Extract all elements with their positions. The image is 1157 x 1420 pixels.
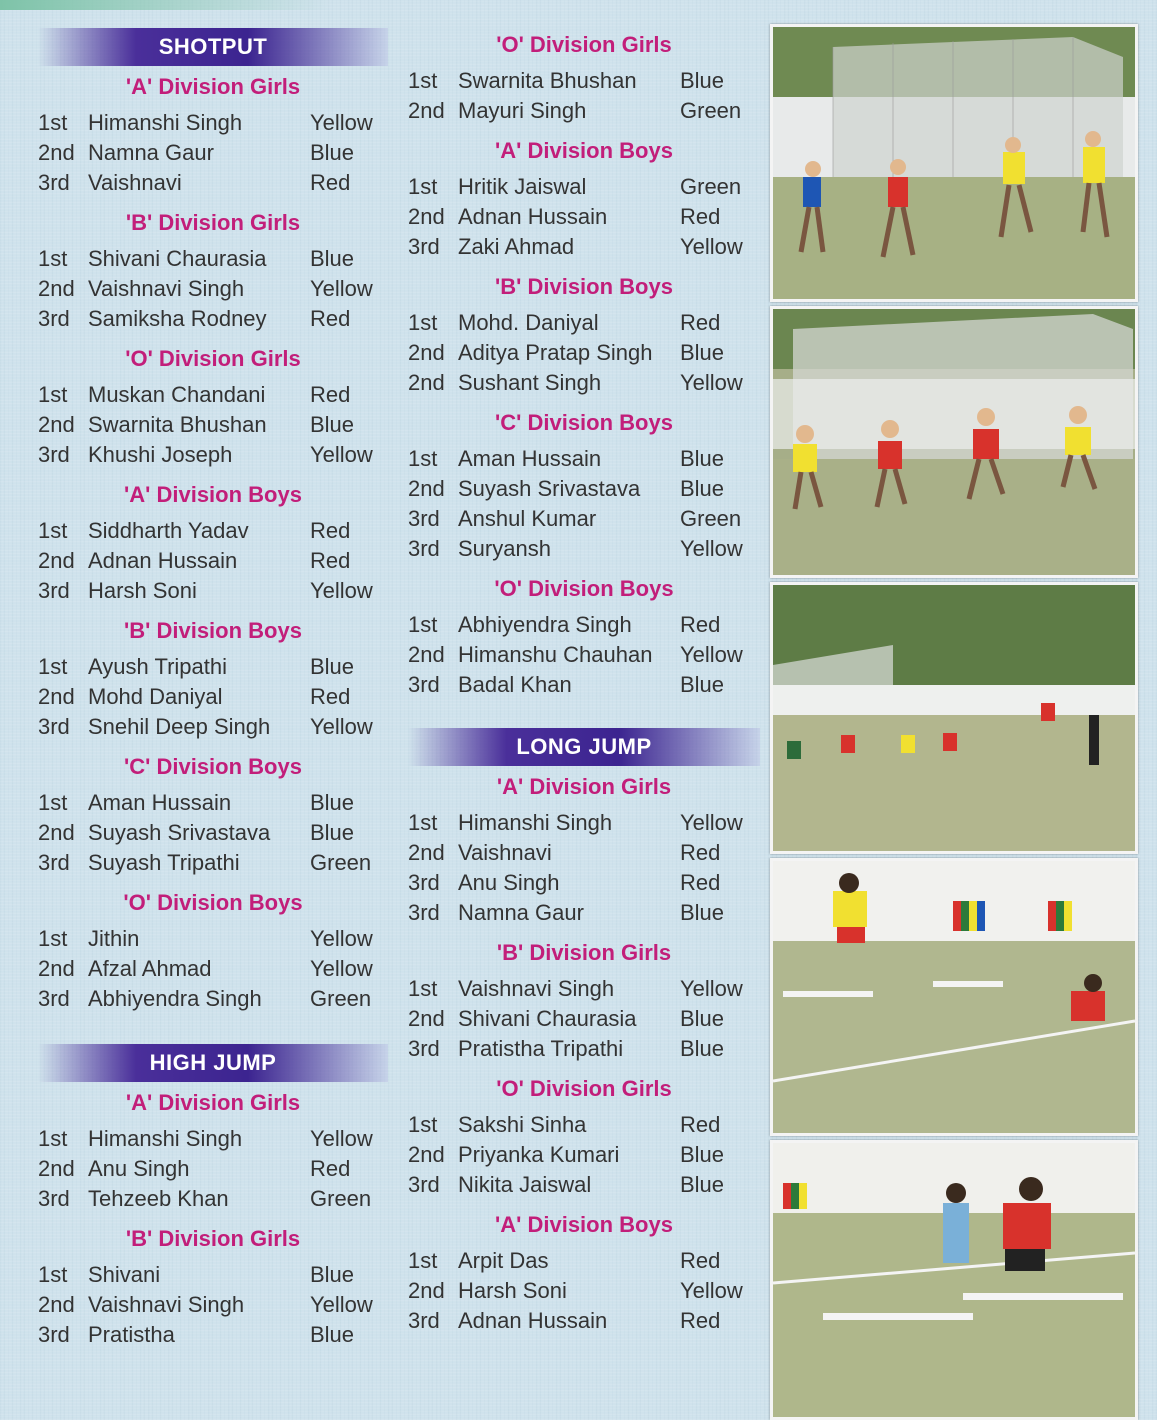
result-row [408,610,760,640]
result-row [408,1170,760,1200]
house-name: Blue [680,1036,725,1061]
athlete-name: Sushant Singh [458,370,602,395]
position-label: 3rd [38,714,70,739]
athlete-name: Aman Hussain [458,446,602,471]
position-label: 2nd [408,370,445,395]
athlete-name: Himanshu Chauhan [458,642,653,667]
position-label: 2nd [38,548,75,573]
house-name: Red [310,1156,351,1181]
position-label: 3rd [408,672,440,697]
athlete-name: Priyanka Kumari [458,1142,620,1167]
house-name: Yellow [680,536,743,561]
athlete-name: Mayuri Singh [458,98,587,123]
result-row [38,924,388,954]
result-row [38,108,388,138]
athlete-name: Samiksha Rodney [88,306,267,331]
house-name: Yellow [680,1278,743,1303]
athlete-name: Zaki Ahmad [458,234,575,259]
position-label: 1st [38,110,68,135]
house-name: Red [680,840,721,865]
position-label: 3rd [408,1036,440,1061]
house-name: Blue [310,1322,355,1347]
athlete-name: Adnan Hussain [458,1308,608,1333]
house-name: Blue [680,340,725,365]
result-row [408,308,760,338]
house-name: Yellow [680,810,743,835]
result-row [408,202,760,232]
result-row [408,534,760,564]
result-row [408,670,760,700]
spacer [38,878,388,886]
division-heading: 'A' Division Boys [495,138,673,163]
result-row [408,1110,760,1140]
division-heading: 'A' Division Girls [125,74,301,99]
position-label: 3rd [408,870,440,895]
position-label: 2nd [38,276,75,301]
house-name: Blue [310,1262,355,1287]
position-label: 3rd [38,986,70,1011]
event-banner: LONG JUMP [408,728,760,766]
division-heading: 'A' Division Girls [125,1090,301,1115]
result-row [408,1306,760,1336]
result-row [408,838,760,868]
position-label: 2nd [38,412,75,437]
result-row [408,1246,760,1276]
athlete-name: Pratistha Tripathi [458,1036,624,1061]
spacer [38,606,388,614]
athlete-name: Adnan Hussain [458,204,608,229]
result-row [408,974,760,1004]
athlete-name: Shivani Chaurasia [88,246,267,271]
result-row [408,1276,760,1306]
result-row [38,848,388,878]
division-heading: 'B' Division Girls [125,1226,301,1251]
results-column-left [38,28,388,1358]
position-label: 2nd [408,98,445,123]
athlete-name: Snehil Deep Singh [88,714,271,739]
position-label: 1st [38,1262,68,1287]
house-name: Red [680,204,721,229]
position-label: 2nd [408,1142,445,1167]
position-label: 1st [38,654,68,679]
house-name: Yellow [680,976,743,1001]
athlete-name: Abhiyendra Singh [458,612,632,637]
result-row [408,474,760,504]
division-heading: 'B' Division Girls [125,210,301,235]
result-row [38,1184,388,1214]
house-name: Green [310,850,372,875]
position-label: 3rd [38,442,70,467]
spacer [38,198,388,206]
athlete-name: Nikita Jaiswal [458,1172,592,1197]
sprint-girls-photo [770,24,1138,302]
position-label: 1st [408,446,438,471]
athlete-name: Mohd. Daniyal [458,310,599,335]
result-row [38,440,388,470]
house-name: Red [680,310,721,335]
result-row [38,380,388,410]
house-name: Green [310,986,372,1011]
top-accent-strip [0,0,330,10]
result-row [408,504,760,534]
result-row [38,984,388,1014]
house-name: Yellow [310,926,373,951]
event-banner: SHOTPUT [38,28,388,66]
house-name: Blue [310,654,355,679]
athlete-name: Siddharth Yadav [88,518,249,543]
result-row [38,788,388,818]
house-name: Red [310,518,351,543]
house-name: Red [310,170,351,195]
division-heading: 'O' Division Boys [494,576,674,601]
position-label: 2nd [408,840,445,865]
position-label: 1st [408,1112,438,1137]
athlete-name: Swarnita Bhushan [88,412,267,437]
result-row [38,712,388,742]
result-row [38,1154,388,1184]
house-name: Yellow [680,370,743,395]
athlete-name: Himanshi Singh [88,1126,243,1151]
house-name: Yellow [310,1292,373,1317]
house-name: Green [680,98,742,123]
athlete-name: Pratistha [88,1322,175,1347]
division-heading: 'A' Division Boys [124,482,302,507]
house-name: Blue [310,790,355,815]
spacer [38,742,388,750]
position-label: 3rd [408,506,440,531]
result-row [38,818,388,848]
position-label: 1st [38,790,68,815]
position-label: 3rd [408,900,440,925]
house-name: Yellow [310,1126,373,1151]
result-row [408,338,760,368]
spacer [38,334,388,342]
position-label: 2nd [38,956,75,981]
house-name: Blue [680,900,725,925]
sprint-boys-photo [770,306,1138,578]
result-row [38,546,388,576]
position-label: 1st [38,382,68,407]
position-label: 1st [408,68,438,93]
position-label: 2nd [408,476,445,501]
athlete-name: Swarnita Bhushan [458,68,637,93]
result-row [38,652,388,682]
division-heading: 'O' Division Girls [496,1076,672,1101]
spacer [38,1022,388,1044]
position-label: 1st [408,612,438,637]
result-row [408,898,760,928]
house-name: Blue [310,140,355,165]
athlete-name: Vaishnavi Singh [458,976,615,1001]
position-label: 3rd [408,234,440,259]
spacer [38,470,388,478]
athlete-name: Suyash Srivastava [458,476,641,501]
division-heading: 'O' Division Girls [496,32,672,57]
athlete-name: Vaishnavi Singh [88,276,245,301]
athlete-name: Anu Singh [458,870,560,895]
position-label: 1st [38,1126,68,1151]
result-row [408,1004,760,1034]
house-name: Yellow [680,642,743,667]
house-name: Blue [310,246,355,271]
house-name: Blue [680,68,725,93]
athlete-name: Aditya Pratap Singh [458,340,653,365]
athlete-name: Anshul Kumar [458,506,597,531]
athlete-name: Arpit Das [458,1248,549,1273]
house-name: Red [680,1248,721,1273]
house-name: Green [680,506,742,531]
house-name: Blue [680,1006,725,1031]
result-row [408,444,760,474]
house-name: Blue [680,1142,725,1167]
position-label: 1st [38,926,68,951]
result-row [38,138,388,168]
position-label: 1st [38,518,68,543]
position-label: 3rd [408,536,440,561]
results-column-middle [408,28,760,1344]
house-name: Yellow [680,234,743,259]
athlete-name: Harsh Soni [88,578,197,603]
position-label: 3rd [408,1308,440,1333]
house-name: Red [680,1112,721,1137]
athlete-name: Jithin [88,926,140,951]
spacer [408,708,760,728]
house-name: Green [680,174,742,199]
position-label: 2nd [408,1006,445,1031]
hurdles-boys-photo [770,858,1138,1136]
result-row [408,96,760,126]
house-name: Blue [680,1172,725,1197]
position-label: 1st [38,246,68,271]
position-label: 2nd [408,642,445,667]
house-name: Yellow [310,110,373,135]
spacer [408,262,760,270]
house-name: Red [310,548,351,573]
result-row [38,1290,388,1320]
result-row [38,1124,388,1154]
division-heading: 'B' Division Boys [495,274,673,299]
position-label: 3rd [408,1172,440,1197]
hurdles-girl-photo [770,1140,1138,1420]
division-heading: 'C' Division Boys [495,410,673,435]
result-row [408,232,760,262]
position-label: 2nd [38,820,75,845]
position-label: 1st [408,810,438,835]
athlete-name: Ayush Tripathi [88,654,228,679]
position-label: 1st [408,310,438,335]
result-row [38,274,388,304]
athlete-name: Namna Gaur [88,140,214,165]
house-name: Red [310,382,351,407]
spacer [408,700,760,708]
athlete-name: Abhiyendra Singh [88,986,262,1011]
result-row [408,1140,760,1170]
house-name: Red [310,306,351,331]
athlete-name: Vaishnavi [458,840,552,865]
position-label: 2nd [38,1156,75,1181]
position-label: 1st [408,976,438,1001]
athlete-name: Mohd Daniyal [88,684,223,709]
athlete-name: Sakshi Sinha [458,1112,587,1137]
athlete-name: Harsh Soni [458,1278,567,1303]
position-label: 3rd [38,306,70,331]
spacer [38,1214,388,1222]
house-name: Red [680,1308,721,1333]
athlete-name: Hritik Jaiswal [458,174,587,199]
position-label: 2nd [408,340,445,365]
house-name: Blue [310,820,355,845]
position-label: 2nd [408,1278,445,1303]
house-name: Yellow [310,956,373,981]
result-row [38,410,388,440]
result-row [38,1260,388,1290]
athlete-name: Suryansh [458,536,551,561]
result-row [408,640,760,670]
position-label: 3rd [38,578,70,603]
result-row [408,172,760,202]
spacer [38,1014,388,1022]
division-heading: 'B' Division Girls [496,940,672,965]
position-label: 3rd [38,170,70,195]
position-label: 2nd [38,140,75,165]
position-label: 2nd [38,1292,75,1317]
position-label: 1st [408,1248,438,1273]
result-row [408,66,760,96]
spacer [408,1064,760,1072]
athlete-name: Aman Hussain [88,790,232,815]
position-label: 3rd [38,850,70,875]
result-row [38,168,388,198]
athlete-name: Vaishnavi [88,170,182,195]
athlete-name: Muskan Chandani [88,382,266,407]
athlete-name: Suyash Tripathi [88,850,240,875]
result-row [408,868,760,898]
athlete-name: Anu Singh [88,1156,190,1181]
position-label: 2nd [38,684,75,709]
athlete-name: Namna Gaur [458,900,584,925]
division-heading: 'B' Division Boys [124,618,302,643]
house-name: Yellow [310,442,373,467]
house-name: Red [680,870,721,895]
division-heading: 'A' Division Girls [496,774,672,799]
spacer [38,1350,388,1358]
house-name: Red [680,612,721,637]
house-name: Green [310,1186,372,1211]
division-heading: 'O' Division Girls [125,346,301,371]
house-name: Blue [680,672,725,697]
result-row [408,1034,760,1064]
spacer [408,398,760,406]
result-row [38,304,388,334]
spacer [408,126,760,134]
spacer [408,564,760,572]
position-label: 1st [408,174,438,199]
house-name: Blue [680,446,725,471]
event-banner: HIGH JUMP [38,1044,388,1082]
house-name: Yellow [310,578,373,603]
result-row [38,516,388,546]
athlete-name: Shivani [88,1262,161,1287]
athlete-name: Badal Khan [458,672,572,697]
position-label: 3rd [38,1322,70,1347]
house-name: Blue [680,476,725,501]
division-heading: 'C' Division Boys [124,754,302,779]
result-row [38,1320,388,1350]
result-row [38,244,388,274]
athlete-name: Shivani Chaurasia [458,1006,637,1031]
house-name: Yellow [310,276,373,301]
athlete-name: Himanshi Singh [458,810,613,835]
athlete-name: Adnan Hussain [88,548,238,573]
athlete-name: Afzal Ahmad [88,956,212,981]
house-name: Blue [310,412,355,437]
spacer [408,928,760,936]
athlete-name: Khushi Joseph [88,442,233,467]
athlete-name: Suyash Srivastava [88,820,271,845]
athlete-name: Himanshi Singh [88,110,243,135]
position-label: 2nd [408,204,445,229]
division-heading: 'A' Division Boys [495,1212,673,1237]
result-row [408,808,760,838]
result-row [38,576,388,606]
house-name: Yellow [310,714,373,739]
spacer [408,1200,760,1208]
athlete-name: Vaishnavi Singh [88,1292,245,1317]
result-row [38,954,388,984]
field-race-photo [770,582,1138,854]
result-row [408,368,760,398]
spacer [408,1336,760,1344]
position-label: 3rd [38,1186,70,1211]
division-heading: 'O' Division Boys [123,890,303,915]
athlete-name: Tehzeeb Khan [88,1186,229,1211]
result-row [38,682,388,712]
house-name: Red [310,684,351,709]
